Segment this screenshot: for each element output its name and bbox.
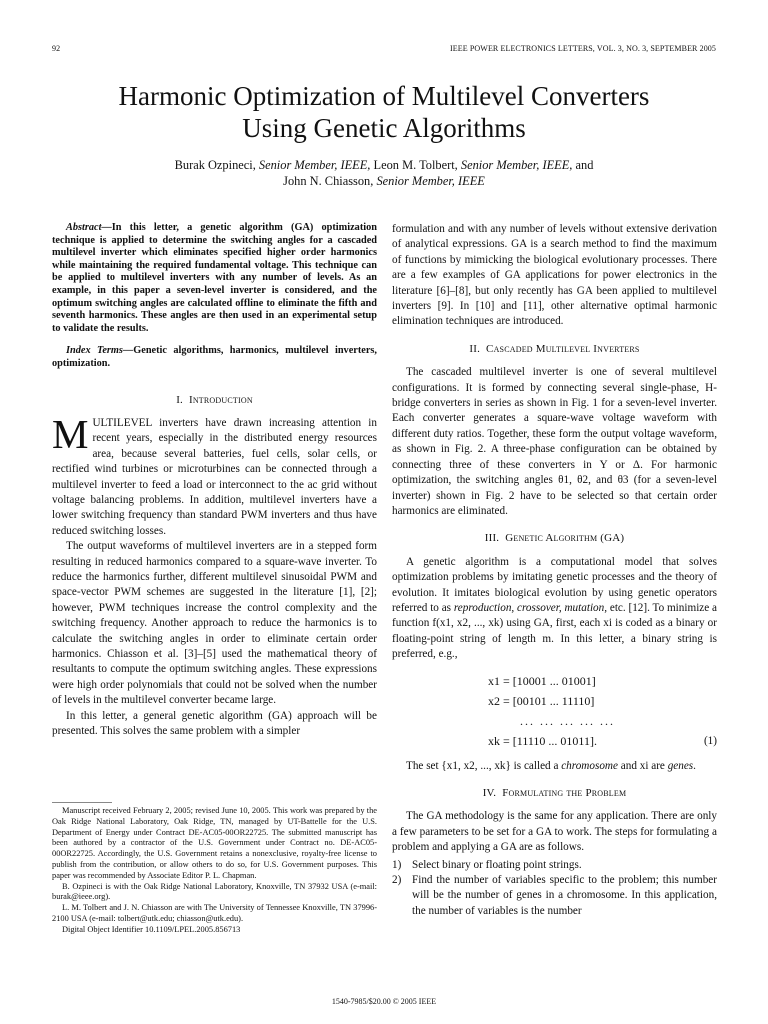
intro-paragraph-1 bbox=[52, 410, 377, 539]
equation-line-x2: x2 = [00101 ... 11110] bbox=[488, 693, 595, 708]
list-item bbox=[392, 858, 717, 873]
intro-paragraph-3: In this letter, a general genetic algorithm (GA) approach will be presented. This solves the same problem with a simpler bbox=[52, 709, 377, 738]
copyright-line: 1540-7985/$20.00 © 2005 IEEE bbox=[331, 997, 437, 1006]
footnote-block bbox=[52, 806, 377, 936]
equation-dots: ... ... ... ... ... bbox=[520, 713, 615, 728]
author-2-role: Senior Member, IEEE, bbox=[460, 158, 573, 172]
footnote-affil-2: L. M. Tolbert and J. N. Chiasson are with The University of Tennessee Knoxville, TN 37996-2100 USA (e-mail: tolbert@utk.edu; chiasson@utk.edu). bbox=[52, 903, 377, 923]
index-terms bbox=[52, 345, 377, 370]
intro-continuation: formulation and with any number of levels without extensive derivation of analytical expressions. GA is a search method to find the maximum of functions by mimicking the biological evolutionary processes. There are a few examples of GA applications for power electronics in the literature [6]–[8], but only recently has GA been applied to multilevel inverters [9]. In [10] and [11], other alternative optimal harmonic elimination techniques are introduced. bbox=[392, 223, 717, 328]
author-3-name: John N. Chiasson, bbox=[283, 174, 374, 188]
author-3-role: Senior Member, IEEE bbox=[376, 174, 485, 188]
equation-line-x1: x1 = [10001 ... 01001] bbox=[488, 673, 596, 688]
index-terms-text: Genetic algorithms, harmonics, multilevel inverters, optimization. bbox=[52, 345, 377, 369]
section-number: IV. bbox=[482, 786, 497, 799]
step-number: 2) bbox=[392, 874, 402, 886]
ga-text-b: etc. [12]. To minimize a function f(x1, x2, ..., xk) using GA, first, each xi is coded as a binary or floating-point string of length m. In this letter, a binary string is preferred, e.g., bbox=[392, 601, 717, 661]
author-1-name: Burak Ozpineci, bbox=[174, 158, 256, 172]
footnote-doi: Digital Object Identifier 10.1109/LPEL.2005.856713 bbox=[62, 924, 241, 934]
ga-paragraph bbox=[392, 555, 717, 663]
section-number: I. bbox=[176, 393, 184, 406]
set-chromosome: chromosome bbox=[561, 759, 618, 772]
footnote-rule bbox=[52, 802, 112, 803]
title-line-1: Harmonic Optimization of Multilevel Converters bbox=[118, 81, 650, 111]
section-heading-ga bbox=[392, 531, 717, 546]
index-terms-lead: Index Terms— bbox=[66, 345, 134, 357]
section-heading-formulating bbox=[392, 786, 717, 801]
set-text-c: . bbox=[693, 759, 696, 772]
abstract-lead: Abstract— bbox=[66, 222, 112, 233]
step-text: Select binary or floating point strings. bbox=[412, 858, 582, 871]
cascaded-paragraph: The cascaded multilevel inverter is one of several multilevel configurations. It is formed by connecting several single-phase, H-bridge converters in series as shown in Fig. 1 for a seven-level inverter. Each converter generates a square-wave voltage waveform with different duty ratios. Together, these form the output voltage waveform, as shown in Fig. 2. A three-phase configuration can be obtained by connecting three of these converters in Y or Δ. For harmonic optimization, the switching angles θ1, θ2, and θ3 (for a seven-level inverter) shown in Fig. 2 have to be selected so that certain order harmonics are eliminated. bbox=[392, 366, 717, 517]
formulating-paragraph: The GA methodology is the same for any application. There are only a few parameters to be set for a GA to work. The steps for formulating a problem and applying a GA are as follows. bbox=[392, 810, 717, 854]
drop-cap: M bbox=[52, 410, 89, 457]
equation-line-xk: xk = [11110 ... 01011]. bbox=[488, 733, 597, 748]
title-line-2: Using Genetic Algorithms bbox=[242, 113, 526, 143]
chromosome-paragraph bbox=[392, 759, 717, 774]
set-text-b: and xi are bbox=[617, 759, 668, 772]
author-2-name: Leon M. Tolbert, bbox=[373, 158, 458, 172]
section-heading-intro bbox=[52, 393, 377, 408]
running-head bbox=[52, 44, 716, 56]
footnote-manuscript: Manuscript received February 2, 2005; revised June 10, 2005. This work was prepared by the Oak Ridge National Laboratory, Oak Ridge, TN, managed by UT-Battelle for the U.S. Department of Energy under Contract DE-AC05-00OR22725. The submitted manuscript has been authored by a contractor of the U.S. Government under Contract no. DE-AC05-00OR22725. Accordingly, the U.S. Government retains a nonexclusive, royalty-free license to publish from the contribution, or allow others to do so, for U.S. Government purposes. This paper was recommended by Associate Editor P. L. Chapman. bbox=[52, 806, 377, 880]
set-text-a: The set {x1, x2, ..., xk} is called a bbox=[406, 759, 562, 772]
step-text: Find the number of variables specific to the problem; this number will be the number of genes in a chromosome. In this application, the number of variables is the number bbox=[412, 874, 717, 917]
ga-text-a: A genetic algorithm is a computational model that solves optimization problems by imitating genetic processes and the theory of evolution. It imitates biological evolution by using genetic operators referred to as bbox=[392, 555, 717, 614]
abstract-text: In this letter, a genetic algorithm (GA) optimization technique is applied to determine the switching angles for a cascaded multilevel inverter which eliminates specified higher order harmonics while maintaining the required fundamental voltage. This technique can be applied to multilevel inverters with any number of levels. As an example, in this paper a seven-level inverter is considered, and the optimum switching angles are calculated offline to eliminate the fifth and seventh harmonics. These angles are then used in an experimental setup to validate the results. bbox=[52, 222, 377, 334]
author-list bbox=[40, 157, 728, 189]
list-item bbox=[392, 873, 717, 919]
section-number: II. bbox=[469, 342, 481, 355]
footnote-affil-1: B. Ozpineci is with the Oak Ridge National Laboratory, Knoxville, TN 37932 USA (e-mail: burak@ieee.org). bbox=[52, 881, 377, 902]
section-title: Genetic Algorithm (GA) bbox=[505, 532, 625, 545]
intro-p1-text: ULTILEVEL inverters have drawn increasing attention in recent years, especially in the distributed energy resources area, because several batteries, fuel cells, solar cells, or rectified wind turbines or microturbines can be connected through a multilevel inverter to feed a load or interconnect to the ac grid without voltage balancing problems. In addition, multilevel inverters have a lower switching frequency than standard PWM inverters and thus have reduced switching losses. bbox=[52, 416, 377, 537]
paper-title bbox=[40, 80, 728, 144]
equation-1 bbox=[392, 671, 717, 751]
equation-number: (1) bbox=[703, 734, 717, 747]
section-number: III. bbox=[484, 532, 500, 545]
ga-text-italic: reproduction, crossover, mutation, bbox=[453, 601, 608, 614]
steps-list bbox=[392, 858, 717, 920]
abstract bbox=[52, 222, 377, 335]
left-column bbox=[52, 222, 377, 739]
section-heading-cascaded bbox=[392, 342, 717, 357]
set-genes: genes bbox=[667, 759, 694, 772]
author-and: and bbox=[575, 158, 594, 172]
author-1-role: Senior Member, IEEE, bbox=[258, 158, 371, 172]
intro-paragraph-2: The output waveforms of multilevel inverters are in a stepped form resulting in reduced harmonics compared to a square-wave inverter. To reduce the harmonics further, different multilevel sinusoidal PWM and space-vector PWM schemes are suggested in the literature [1], [2]; however, PWM techniques increase the control complexity and the switching frequency. Another approach to reduce the harmonics is to calculate the switching angles in order to eliminate certain order harmonics. Chiasson et al. [3]–[5] used the mathematical theory of resultants to compute the optimum switching angles. These expressions were high order polynomials that could not be solved when the number of levels in the multilevel converter became large. bbox=[52, 540, 377, 707]
step-number: 1) bbox=[392, 858, 402, 871]
page-number: 92 bbox=[52, 44, 61, 53]
section-title: Cascaded Multilevel Inverters bbox=[486, 342, 640, 355]
section-title: Introduction bbox=[188, 393, 253, 406]
section-title: Formulating the Problem bbox=[502, 786, 627, 799]
right-column bbox=[392, 222, 717, 919]
journal-header: IEEE POWER ELECTRONICS LETTERS, VOL. 3, NO. 3, SEPTEMBER 2005 bbox=[450, 44, 716, 53]
